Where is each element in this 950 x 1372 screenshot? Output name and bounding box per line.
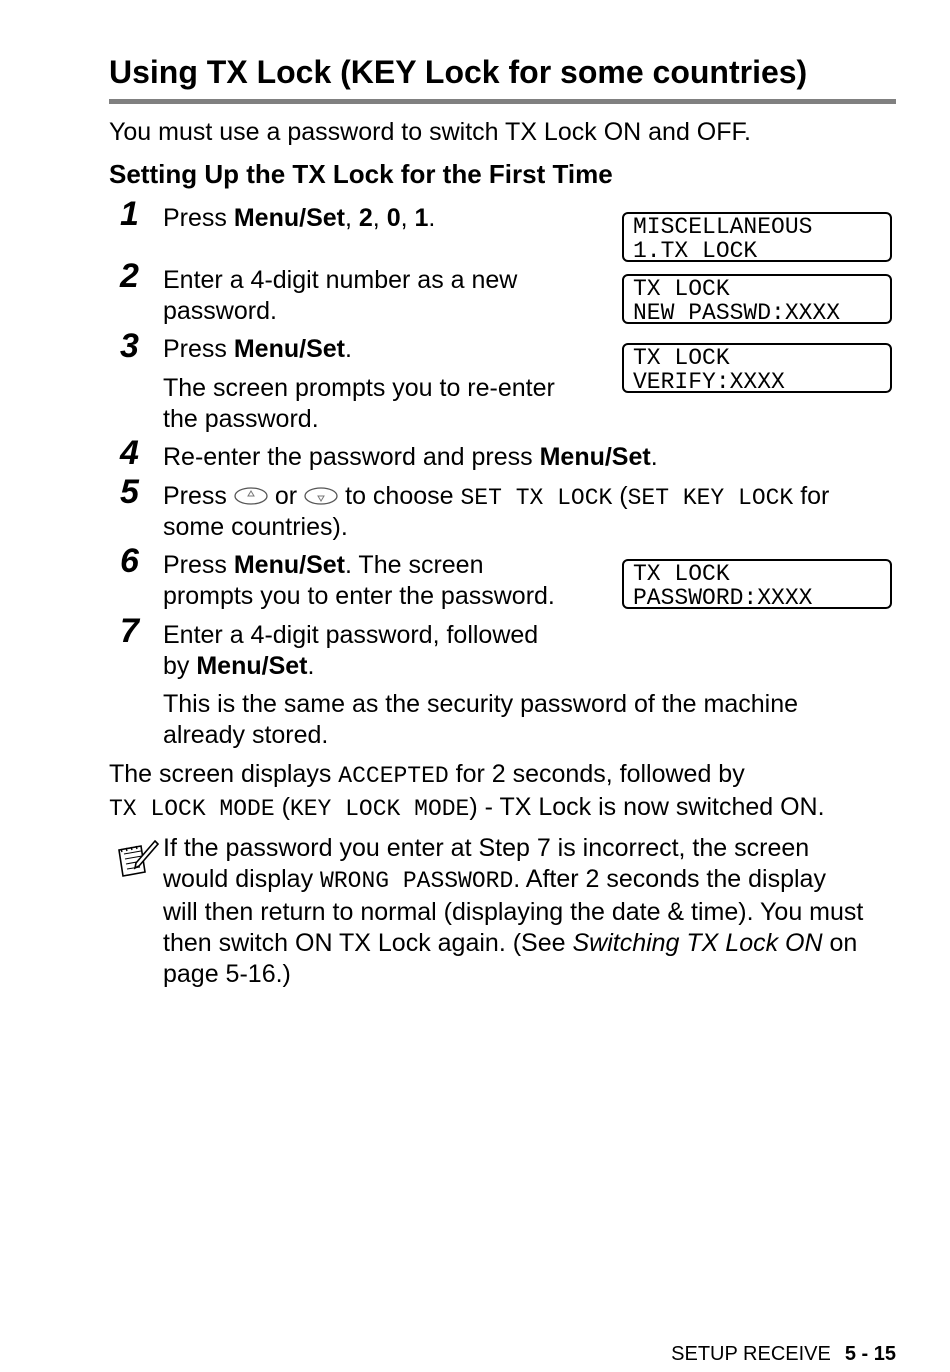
- lcd-display-miscellaneous: MISCELLANEOUS 1.TX LOCK: [622, 212, 892, 262]
- step-7-subtext: This is the same as the security password of the machine already stored.: [163, 690, 799, 749]
- note-pencil-icon: [115, 838, 159, 882]
- step-3-text: Press Menu/Set.: [163, 335, 352, 363]
- step-number: 2: [120, 257, 139, 295]
- step-number: 1: [120, 195, 139, 233]
- step-number: 5: [120, 473, 139, 511]
- step-number: 4: [120, 434, 139, 472]
- lcd-display-verify: TX LOCK VERIFY:XXXX: [622, 343, 892, 393]
- step-number: 6: [120, 542, 139, 580]
- page-number: 5 - 15: [844, 1343, 896, 1365]
- step-5-text: Press or to choose SET TX LOCK (SET KEY LOCK for: [163, 482, 830, 511]
- step-6-text: Press Menu/Set. The screen prompts you to enter the password.: [163, 551, 555, 610]
- step-2-text: Enter a 4-digit number as a new password.: [163, 266, 518, 325]
- result-text: The screen displays ACCEPTED for 2 seconds, followed by TX LOCK MODE (KEY LOCK MODE) - TX Lock is now switched ON.: [109, 760, 825, 822]
- step-number: 3: [120, 327, 139, 365]
- section-heading: Setting Up the TX Lock for the First Time: [109, 159, 613, 189]
- footer-section: SETUP RECEIVE: [671, 1343, 831, 1365]
- step-4-text: Re-enter the password and press Menu/Set.: [163, 443, 658, 471]
- up-arrow-button-icon: [233, 482, 269, 513]
- note-text: If the password you enter at Step 7 is incorrect, the screen would display WRONG PASSWORD. After 2 seconds the display will then return to normal (displaying the date & time). You must then switch ON TX Lock again. (See Switching TX Lock ON on page 5-16.): [163, 834, 864, 988]
- intro-text: You must use a password to switch TX Lock ON and OFF.: [109, 118, 751, 146]
- step-7-text: Enter a 4-digit password, followed by Menu/Set.: [163, 621, 539, 680]
- step-3-subtext: The screen prompts you to re-enter the password.: [163, 374, 555, 433]
- page-footer: [671, 1341, 896, 1367]
- lcd-display-password: TX LOCK PASSWORD:XXXX: [622, 559, 892, 609]
- step-1-text: Press Menu/Set, 2, 0, 1.: [163, 204, 436, 232]
- step-5-text-cont: some countries).: [163, 513, 348, 541]
- down-arrow-button-icon: [303, 482, 339, 513]
- step-number: 7: [120, 612, 139, 650]
- lcd-display-new-passwd: TX LOCK NEW PASSWD:XXXX: [622, 274, 892, 324]
- page-title: Using TX Lock (KEY Lock for some countries): [109, 54, 808, 90]
- title-underline: [109, 99, 896, 104]
